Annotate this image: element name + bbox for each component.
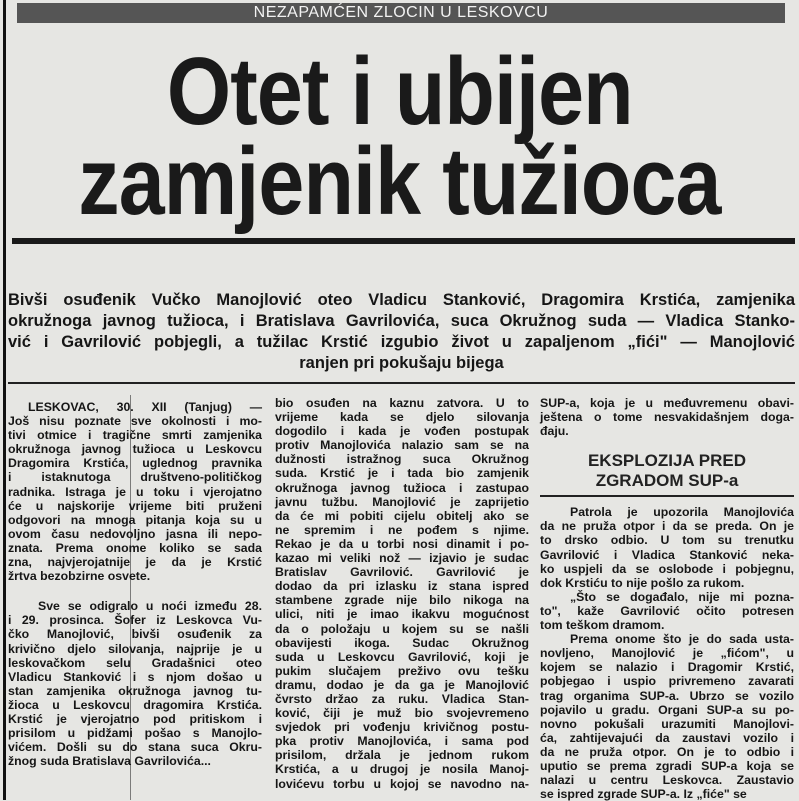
text-line: to drsko odbio. U tom su trenutku: [540, 533, 794, 548]
paragraph: [540, 505, 794, 590]
text-line: leskovačkom selu Gradašnici oteo: [8, 655, 262, 670]
text-line: lovićevu torbu u kojoj se navodno na-: [275, 776, 529, 791]
text-line: ća, zahtijevajući da zaustavi vozilo i: [540, 730, 794, 745]
text-line: žrtva bezobzirne osvete.: [8, 569, 151, 584]
text-line: trag organima SUP-a. Ubrzo se vozilo: [540, 688, 794, 703]
text-line: novljeno, Manojlović je „fićom", u: [540, 646, 794, 661]
lead-line: Bivši osuđenik Vučko Manojlović oteo Vladicu Stanković, Dragomira Krstića, zamjenika: [8, 291, 795, 309]
paragraph: [8, 599, 262, 768]
text-line: žnog suda Bratislava Gavrilovića...: [8, 754, 211, 769]
text-line: dogodilo i kada je vođen postupak: [275, 424, 529, 439]
lead-line: ranjen pri pokušaju bijega: [299, 354, 504, 372]
text-line: dužnosti istražnog suca Okružnog: [275, 452, 529, 467]
headline-text-2: zamjenik tužioca: [78, 128, 721, 235]
headline-line-2: [0, 128, 799, 235]
subheading-rule: [540, 495, 794, 497]
text-line: javnu tužbu. Manojlović je zaprijetio: [275, 494, 529, 509]
text-line: Dragomira Krstića, uglednog pravnika: [8, 456, 262, 471]
text-line: ković, čiji je muž bio svojevremeno: [275, 706, 529, 721]
text-line: da ne pruža otpor i da se preda. On je: [540, 519, 794, 534]
text-line: ovom času nedovoljno jasna ili nepo-: [8, 526, 262, 541]
text-line: ko uspjeli da se oslobode i pobjegnu,: [540, 561, 794, 576]
text-line: čko Manojlović, bivši osuđenik za: [8, 627, 262, 642]
text-line: Krstića, a u drugoj je nosila Manoj-: [275, 762, 529, 777]
paragraph: [540, 396, 794, 438]
column-2: [275, 396, 529, 791]
text-line: obavijesti ikoga. Sudac Okružnog: [275, 635, 529, 650]
paragraph: [540, 590, 794, 632]
text-line: đaju.: [540, 424, 569, 439]
text-line: Bratislav Gavrilović. Gavrilović je: [275, 565, 529, 580]
text-line: okružnoga javnog tužioca u Leskovcu: [8, 442, 262, 457]
text-line: dok Krstiću to nije pošlo za rukom.: [540, 575, 745, 590]
paragraph: [8, 400, 262, 583]
text-line: Rekao je da u torbi nosi dinamit i po-: [275, 536, 529, 551]
text-line: suda. Krstić je i tada bio zamjenik: [275, 466, 529, 481]
text-line: čvrsto držao za ruku. Vladica Stan-: [275, 691, 529, 706]
lead-line: okružnoga javnog tužioca, i Bratislava Gavrilovića, suca Okružnog suda — Vladica Stanko-: [8, 312, 795, 330]
text-line: ještena o tome nesvakidašnjem doga-: [540, 410, 794, 425]
text-line: vićem. Došli su do stana suca Okru-: [8, 740, 262, 755]
text-line: i 29. prosinca. Šofer iz Leskovca Vu-: [8, 613, 262, 628]
subheading: [540, 451, 794, 491]
text-line: da o položaju u kojem su se našli: [275, 621, 529, 636]
headline-text-1: Otet i ubijen: [166, 38, 633, 145]
text-line: pukim slučajem preživo ovu tešku: [275, 663, 529, 678]
lead-paragraph: [8, 290, 795, 374]
text-line: dramu, dodao je da ga je Manojlović: [275, 677, 529, 692]
text-line: kazao mi veliki nož — izjavio je sudac: [275, 551, 529, 566]
text-line: ne spremim i ne pođem s njime.: [275, 522, 529, 537]
subheading-line: EKSPLOZIJA PRED: [587, 451, 747, 471]
text-line: protiv Manojlovića nalazio sam se na: [275, 438, 529, 453]
lead-line: vić i Gavrilović pobjegli, a tužilac Krstić izgubio život u zapaljenom „fići" — Manojlović: [8, 333, 795, 351]
text-line: da ne pruža otpor. On je to odbio i: [540, 744, 794, 759]
text-line: prisilom u pidžami pošao s Manojlo-: [8, 726, 262, 741]
text-line: dodao da pri izlasku iz stana ispred: [275, 579, 529, 594]
text-line: zna, najvjerojatnije je da je Krstić: [8, 555, 262, 570]
text-line: pka protiv Manojlovića, i sama pod: [275, 734, 529, 749]
text-line: žioca u Leskovcu dragomira Krstića.: [8, 697, 262, 712]
paragraph: [540, 632, 794, 801]
text-line: pobjegao i uspio privremeno zavarati: [540, 674, 794, 689]
text-line: radnika. Istraga je u toku i vjerojatno: [8, 484, 262, 499]
text-line: kojem se nalazio i Dragomir Krstić,: [540, 660, 794, 675]
headline-rule: [12, 238, 795, 244]
text-line: bio osuđen na kaznu zatvora. U to: [275, 396, 529, 410]
text-line: Još nisu poznate sve okolnosti i mo-: [8, 414, 262, 429]
text-line: Prema onome što je do sada usta-: [570, 632, 794, 647]
text-line: da će mi pobiti cijelu obitelj ako se: [275, 508, 529, 523]
text-line: suda u Leskovcu Gavrilović, koji je: [275, 649, 529, 664]
text-line: znata. Prema onome koliko se sada: [8, 540, 262, 555]
text-line: Sve se odigralo u noći između 28.: [38, 599, 262, 614]
text-line: Gavrilović i Vladica Stanković neka-: [540, 547, 794, 562]
text-line: stambene zgrade nije bilo nikoga na: [275, 593, 529, 608]
column-3: [540, 396, 794, 801]
text-line: prisilom, držala je jednom rukom: [275, 748, 529, 763]
text-line: nalazi u centru Leskovca. Zaustavio: [540, 773, 794, 788]
text-line: okružnoga javnog tužioca i zastupao: [275, 480, 529, 495]
headline-line-1: [0, 38, 799, 145]
text-line: svjedok pri vođenju krivičnog postu-: [275, 720, 529, 735]
text-line: pojavilo u gradu. Organi SUP-a su po-: [540, 702, 794, 717]
text-line: „Što se događalo, nije mi pozna-: [570, 589, 794, 604]
text-line: to", kaže Gavrilović očito potresen: [540, 603, 794, 618]
text-line: uputio se prema zgradi SUP-a koja se: [540, 758, 794, 773]
text-line: novno pokušali urazumiti Manojlovi-: [540, 716, 794, 731]
text-line: odgovori na mnoga pitanja koja su u: [8, 512, 262, 527]
text-line: Patrola je upozorila Manojlovića: [570, 505, 794, 520]
text-line: ulici, niti je imao ikakvu mogućnost: [275, 607, 529, 622]
text-line: vrijeme kada se djelo silovanja: [275, 410, 529, 425]
text-line: tivi otmice i tragične smrti zamjenika: [8, 428, 262, 443]
text-line: će u najskorije vrijeme biti pruženi: [8, 498, 262, 513]
text-line: Vladicu Stanković i s njom došao u: [8, 669, 262, 684]
text-line: i istaknutoga društveno-političkog: [8, 470, 262, 485]
text-line: SUP-a, koja je u međuvremenu obavi-: [540, 396, 794, 410]
subheading-line: ZGRADOM SUP-a: [595, 471, 739, 491]
text-line: se ispred zgrade SUP-a. Iz „fiće" se: [540, 787, 747, 801]
lead-rule: [8, 382, 795, 384]
text-line: krivično djelo silovanja, najprije je u: [8, 641, 262, 656]
text-line: stan zamjenika okružnoga javnog tu-: [8, 683, 262, 698]
text-line: Krstić je vjerojatno pod pritiskom i: [8, 711, 262, 726]
paragraph: [275, 396, 529, 791]
kicker-banner: NEZAPAMĆEN ZLOCIN U LESKOVCU: [17, 3, 785, 23]
text-line: tom teškom dramom.: [540, 618, 665, 633]
column-1: [8, 400, 262, 768]
text-line: LESKOVAC, 30. XII (Tanjug) —: [28, 400, 262, 414]
